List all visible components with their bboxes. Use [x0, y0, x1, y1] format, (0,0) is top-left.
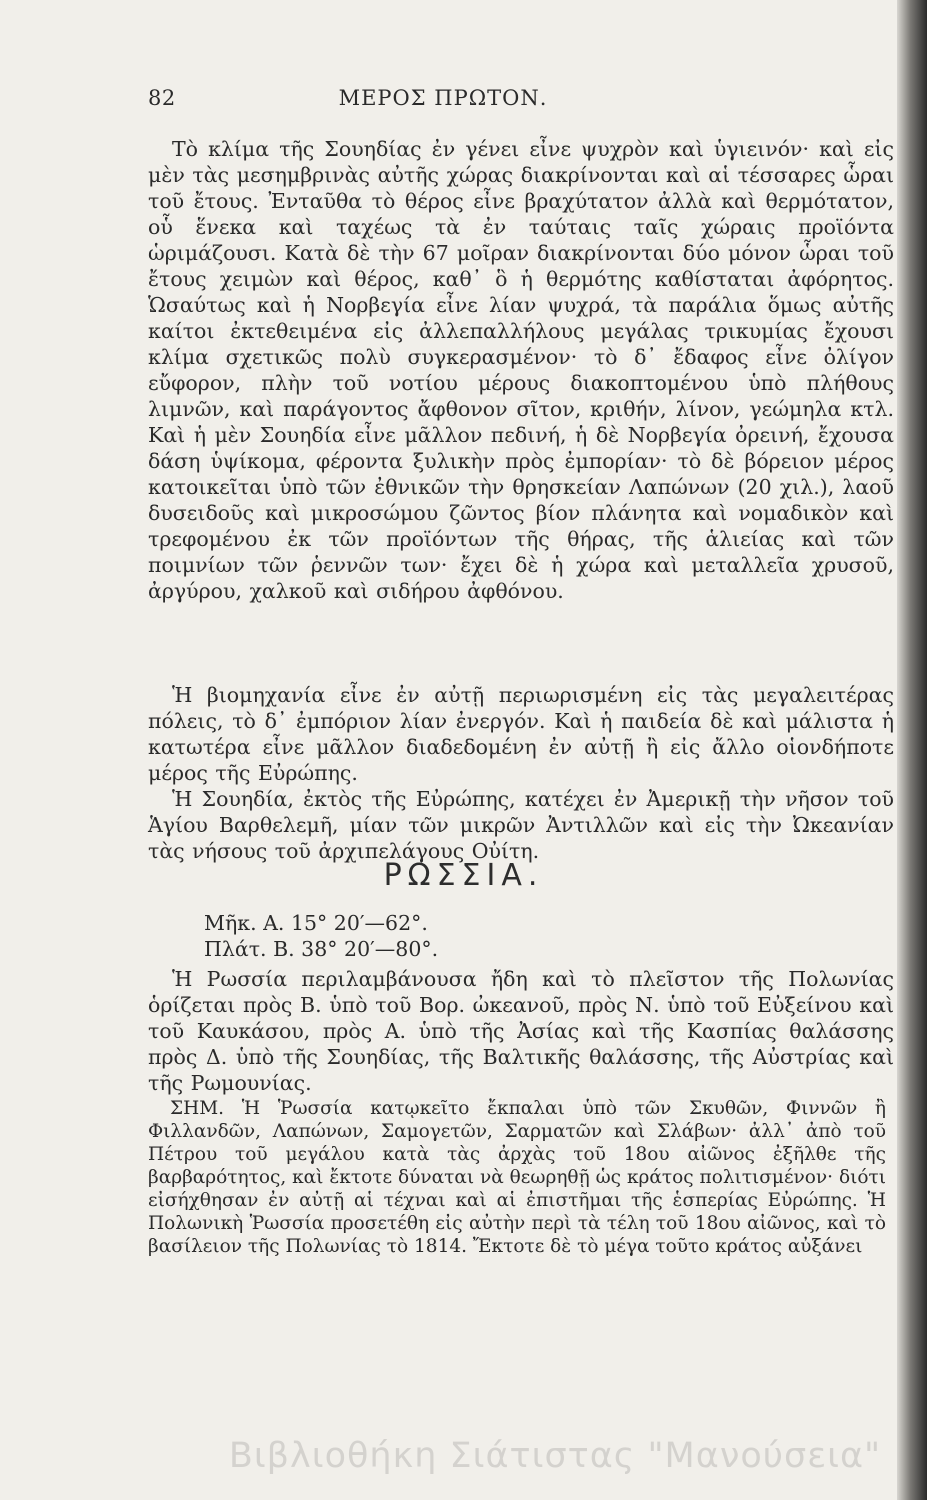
latitude-line: Πλάτ. Β. 38° 20′—80°. [204, 937, 439, 961]
page-edge-shadow [897, 0, 927, 1500]
page-number: 82 [148, 86, 176, 110]
running-head: ΜΕΡΟΣ ΠΡΩΤΟΝ. [338, 86, 548, 110]
section-title: ΡΩΣΣΙΑ. [383, 858, 544, 893]
paragraph-russia-borders: Ἡ Ρωσσία περιλαμβάνουσα ἤδη καὶ τὸ πλεῖστον τῆς Πολωνίας ὁρίζεται πρὸς Β. ὑπὸ τοῦ Βορ. ὠκεανοῦ, πρὸς Ν. ὑπὸ τοῦ Εὐξείνου καὶ τοῦ Καυκάσου, πρὸς Α. ὑπὸ τῆς Ἀσίας καὶ τῆς Κασπίας θαλάσσης πρὸς Δ. ὑπὸ τῆς Σουηδίας, τῆς Βαλτικῆς θαλάσσης, τῆς Αὐστρίας καὶ τῆς Ρωμουνίας. [148, 967, 894, 1095]
paragraph-industry: Ἡ βιομηχανία εἶνε ἐν αὐτῇ περιωρισμένη εἰς τὰς μεγαλειτέρας πόλεις, τὸ δ᾽ ἐμπόριον λίαν ἐνεργόν. Καὶ ἡ παιδεία δὲ καὶ μάλιστα ἡ κατωτέρα εἶνε μᾶλλον διαδεδομένη ἐν αὐτῇ ἢ εἰς ἄλλο οἱονδήποτε μέρος τῆς Εὐρώπης. [148, 683, 894, 785]
longitude-line: Μῆκ. Α. 15° 20′—62°. [204, 911, 428, 935]
note-paragraph: ΣΗΜ. Ἡ Ῥωσσία κατῳκεῖτο ἔκπαλαι ὑπὸ τῶν Σκυθῶν, Φιννῶν ἢ Φιλλανδῶν, Λαπώνων, Σαμογετῶν, Σαρματῶν καὶ Σλάβων· ἀλλ᾽ ἀπὸ τοῦ Πέτρου τοῦ μεγάλου κατὰ τὰς ἀρχὰς τοῦ 18ου αἰῶνος ἐξῆλθε τῆς βαρβαρότητος, καὶ ἔκτοτε δύναται νὰ θεωρηθῇ ὡς κράτος πολιτισμένον· διότι εἰσήχθησαν ἐν αὐτῇ αἱ τέχναι καὶ αἱ ἐπιστῆμαι τῆς ἑσπερίας Εὐρώπης. Ἡ Πολωνικὴ Ῥωσσία προσετέθη εἰς αὐτὴν περὶ τὰ τέλη τοῦ 18ου αἰῶνος, καὶ τὸ βασίλειον τῆς Πολωνίας τὸ 1814. Ἔκτοτε δὲ τὸ μέγα τοῦτο κράτος αὐξάνει [148, 1098, 886, 1257]
library-watermark: Βιβλιοθήκη Σιάτιστας "Μανούσεια" [228, 1436, 882, 1476]
paragraph-colonies: Ἡ Σουηδία, ἐκτὸς τῆς Εὐρώπης, κατέχει ἐν Ἀμερικῇ τὴν νῆσον τοῦ Ἁγίου Βαρθελεμῆ, μίαν τῶν μικρῶν Ἀντιλλῶν καὶ εἰς τὴν Ὠκεανίαν τὰς νήσους τοῦ ἀρχιπελάγους Οὐίτη. [148, 787, 894, 863]
paragraph-climate: Τὸ κλίμα τῆς Σουηδίας ἐν γένει εἶνε ψυχρὸν καὶ ὑγιεινόν· καὶ εἰς μὲν τὰς μεσημβρινὰς αὐτῆς χώρας διακρίνονται καὶ αἱ τέσσαρες ὧραι τοῦ ἔτους. Ἐνταῦθα τὸ θέρος εἶνε βραχύτατον ἀλλὰ καὶ θερμότατον, οὗ ἕνεκα καὶ ταχέως τὰ ἐν ταύταις ταῖς χώραις προϊόντα ὡριμάζουσι. Κατὰ δὲ τὴν 67 μοῖραν διακρίνονται δύο μόνον ὧραι τοῦ ἔτους χειμὼν καὶ θέρος, καθ᾽ ὃ ἡ θερμότης καθίσταται ἀφόρητος. Ὡσαύτως καὶ ἡ Νορβεγία εἶνε λίαν ψυχρά, τὰ παράλια ὅμως αὐτῆς καίτοι ἐκτεθειμένα εἰς ἀλλεπαλλήλους μεγάλας τρικυμίας ἔχουσι κλίμα σχετικῶς πολὺ συγκερασμένον· τὸ δ᾽ ἔδαφος εἶνε ὀλίγον εὔφορον, πλὴν τοῦ νοτίου μέρους διακοπτομένου ὑπὸ πλήθους λιμνῶν, καὶ παράγοντος ἄφθονον σῖτον, κριθήν, λίνον, γεώμηλα κτλ. Καὶ ἡ μὲν Σουηδία εἶνε μᾶλλον πεδινή, ἡ δὲ Νορβεγία ὀρεινή, ἔχουσα δάση ὑψίκομα, φέροντα ξυλικὴν πρὸς ἐμπορίαν· τὸ δὲ βόρειον μέρος κατοικεῖται ὑπὸ τῶν ἐθνικῶν τὴν θρησκείαν Λαπώνων (20 χιλ.), λαοῦ δυσειδοῦς καὶ μικροσώμου ζῶντος βίον πλάνητα καὶ νομαδικὸν καὶ τρεφομένου ἐκ τῶν προϊόντων τῆς θήρας, τῆς ἁλιείας καὶ τῶν ποιμνίων τῶν ῥεννῶν των· ἔχει δὲ ἡ χώρα καὶ μεταλλεῖα χρυσοῦ, ἀργύρου, χαλκοῦ καὶ σιδήρου ἀφθόνου. [148, 137, 894, 603]
page-header [0, 86, 927, 116]
